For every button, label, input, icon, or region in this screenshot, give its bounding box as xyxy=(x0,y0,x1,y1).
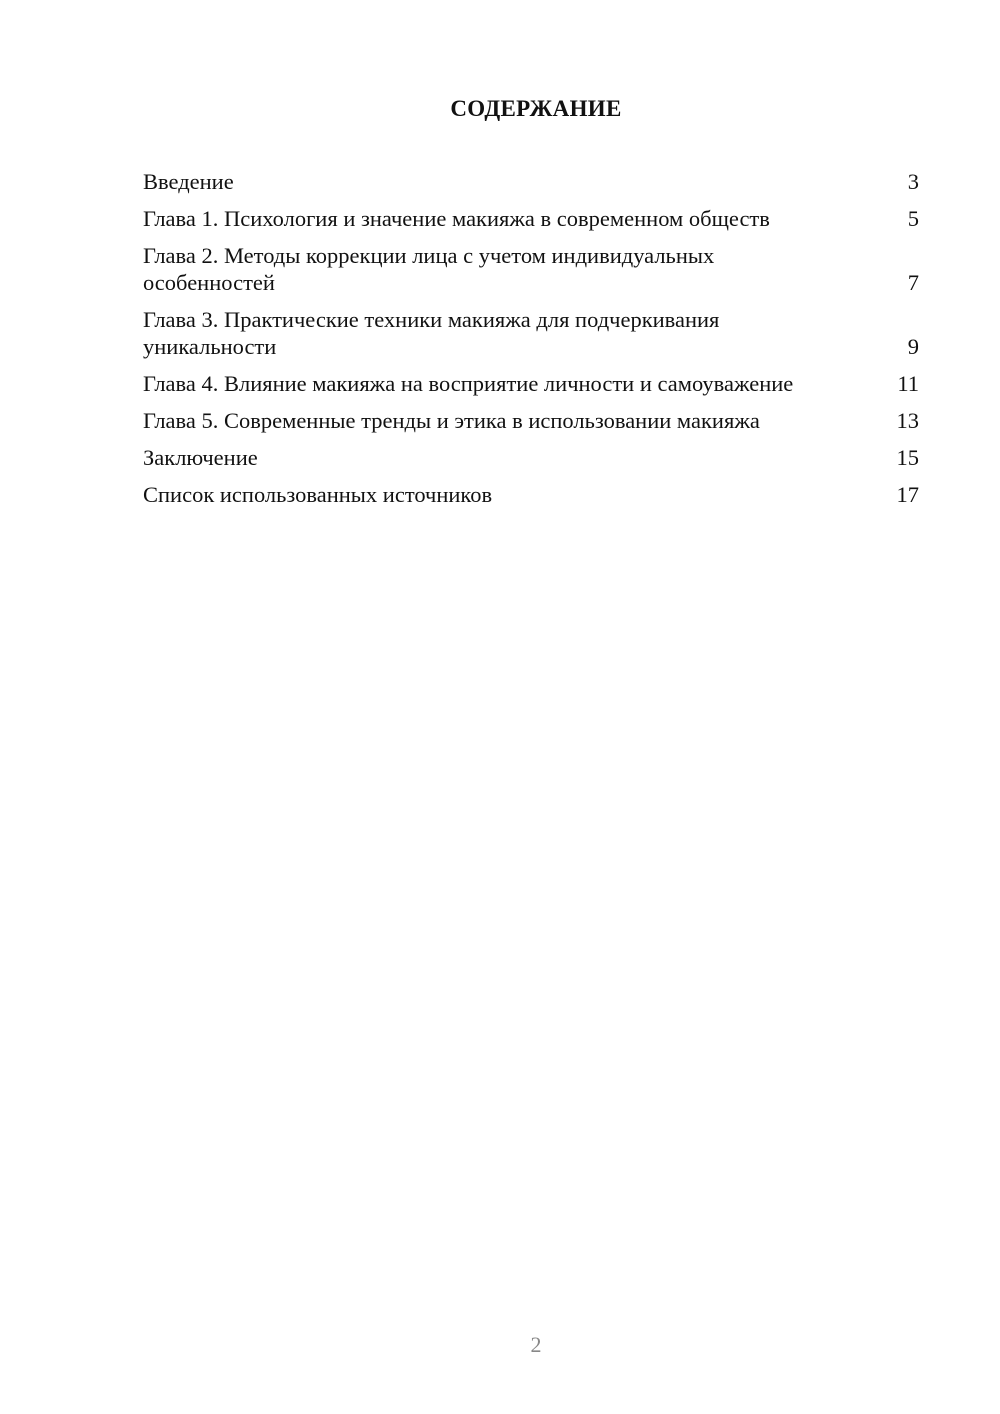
toc-entry-title: Глава 3. Практические техники макияжа для подчеркивания уникальности xyxy=(143,307,720,359)
toc-entry-page: 9 xyxy=(907,334,919,359)
page-number: 2 xyxy=(530,1332,542,1357)
toc-entry-introduction[interactable] xyxy=(143,168,919,195)
toc-entry-page: 17 xyxy=(896,482,919,507)
toc-entry-page: 13 xyxy=(896,408,919,433)
toc-entry-page: 11 xyxy=(897,371,919,396)
toc-entry-page: 7 xyxy=(907,270,919,295)
toc-entry-conclusion[interactable] xyxy=(143,444,919,471)
toc-entry-chapter-2[interactable] xyxy=(143,242,919,296)
toc-entry-page: 3 xyxy=(907,169,919,194)
toc-entry-title: Заключение xyxy=(143,445,258,470)
toc-entry-title: Глава 5. Современные тренды и этика в использовании макияжа xyxy=(143,408,760,433)
toc-entry-chapter-1[interactable] xyxy=(143,205,919,232)
toc-entry-references[interactable] xyxy=(143,481,919,508)
table-of-contents xyxy=(143,168,919,518)
toc-entry-page: 5 xyxy=(907,206,919,231)
toc-entry-chapter-5[interactable] xyxy=(143,407,919,434)
toc-entry-page: 15 xyxy=(896,445,919,470)
toc-entry-chapter-4[interactable] xyxy=(143,370,919,397)
toc-entry-title: Список использованных источников xyxy=(143,482,493,507)
toc-entry-title: Глава 4. Влияние макияжа на восприятие личности и самоуважение xyxy=(143,371,794,396)
toc-entry-title: Глава 2. Методы коррекции лица с учетом индивидуальных особенностей xyxy=(143,243,715,295)
toc-entry-chapter-3[interactable] xyxy=(143,306,919,360)
toc-entry-title: Глава 1. Психология и значение макияжа в современном обществ xyxy=(143,206,770,231)
toc-heading: СОДЕРЖАНИЕ xyxy=(450,96,622,121)
toc-entry-title: Введение xyxy=(143,169,234,194)
